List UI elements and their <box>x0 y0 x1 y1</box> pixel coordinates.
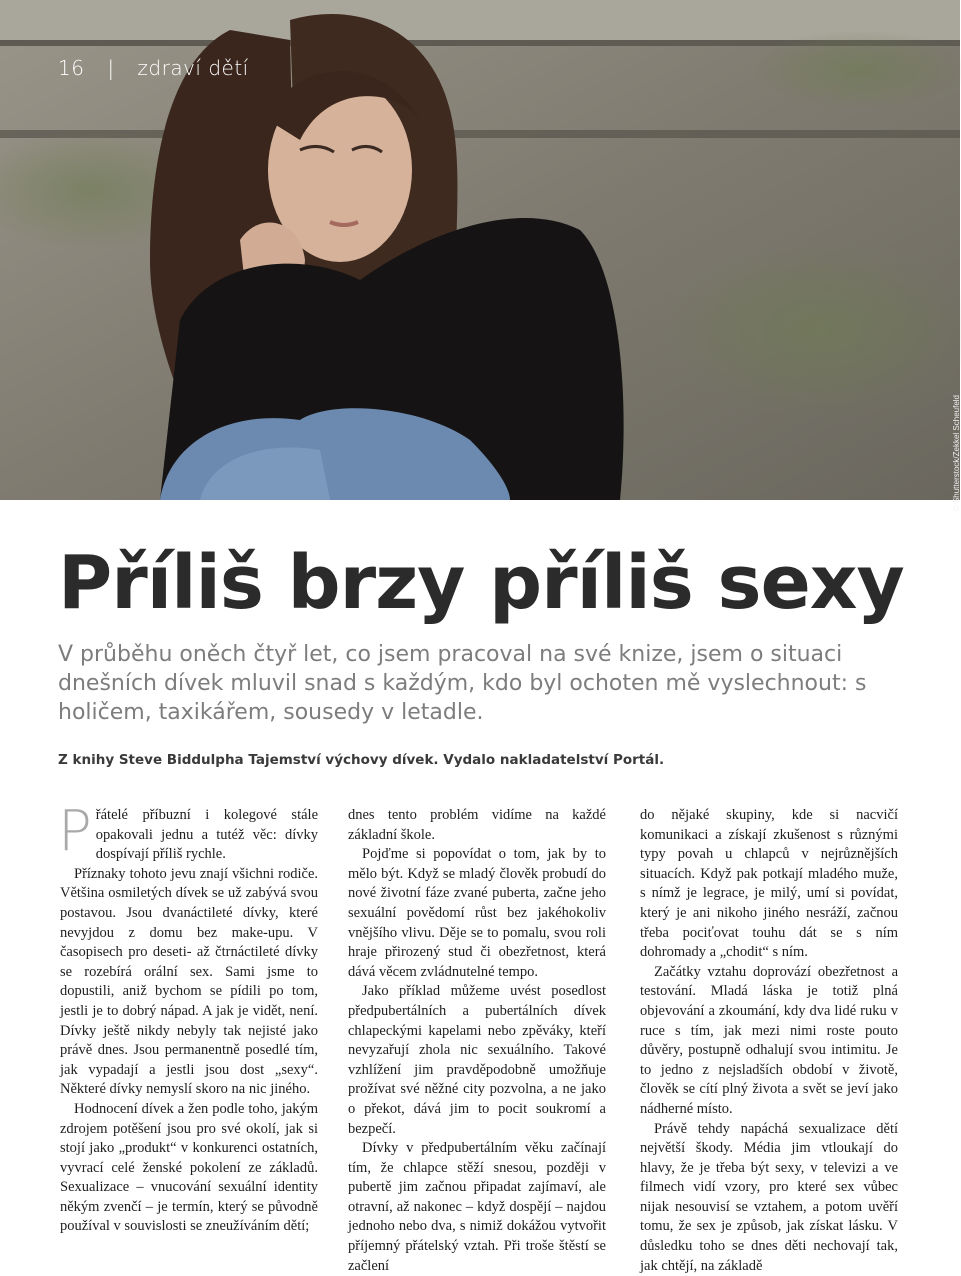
paragraph: Hodnocení dívek a žen podle toho, jakým zdrojem potěšení jsou pro své okolí, jak si stojí jako „produkt“ v konkurenci ostatních, vyvrací celé ženské pokolení ze základů. Sexualizace – vnucování sexuální identity někým zvenčí – je termín, který se původně používal v souvislosti se zneužíváním dětí; <box>60 1100 318 1237</box>
article-source: Z knihy Steve Biddulpha Tajemství výchovy dívek. Vydalo nakladatelství Portál. <box>58 752 664 768</box>
paragraph: do nějaké skupiny, kde si nacvičí komunikaci a získají zkušenost s různými typy povah u chlapců v nejrůznějších situacích. Když pak potkají mladého muže, s nímž je legrace, je milý, umí si povídat, který je ani nikoho jiného nesráží, začnou třeba pociťovat touhu dát se s ním dohromady a „chodit“ s ním. <box>640 806 898 963</box>
drop-cap: P <box>58 808 92 856</box>
hero-photo <box>0 0 960 500</box>
article-title: Příliš brzy příliš sexy <box>58 540 904 626</box>
photo-credit: © Shutterstock/Zekkel Scheufeld <box>952 395 961 511</box>
paragraph: Dívky v předpubertálním věku začínají tím, že chlapce stěží snesou, později v pubertě jim začnou připadat zajímaví, ale otravní, až nakonec – když dospějí – najdou jednoho nebo dva, s nimiž dokážou vytvořit příjemný přátelský vztah. Při troše štěstí se začlení <box>348 1139 606 1276</box>
paragraph: Pojďme si popovídat o tom, jak by to mělo být. Když se mladý člověk probudí do nové životní fáze zvané puberta, začne jeho sexuální povědomí růst bez jakéhokoliv vnějšího vlivu. Děje se to pomalu, svou roli hraje přirozený stud či obezřetnost, která dává věcem zvládnutelné tempo. <box>348 845 606 982</box>
column-3 <box>640 806 898 1276</box>
paragraph: Právě tehdy napáchá sexualizace dětí největší škody. Média jim vtloukají do hlavy, že je třeba být sexy, v televizi a ve filmech vidí vzory, pro které sex vůbec nijak nesouvisí se vztahem, a potom uvěří tomu, že sex je způsob, jak získat lásku. V důsledku toho se dnes děti nechovají tak, jak chtějí, na základě <box>640 1120 898 1276</box>
column-2 <box>348 806 606 1276</box>
paragraph: dnes tento problém vidíme na každé základní škole. <box>348 806 606 845</box>
paragraph: Příznaky tohoto jevu znají všichni rodiče. Většina osmiletých dívek se už zabývá svou postavou. Jsou dvanáctileté dívky, které nevyjdou z domu bez make-upu. V časopisech pro deseti- až čtrnáctileté dívky se rozebírá orální sex. Sami jsme to dopustili, aniž bychom se pídili po tom, jestli je to dobrý nápad. A jak je vidět, není. Dívky ještě nikdy nebyly tak nejisté jako právě dnes. Jsou permanentně posedlé tím, jak vypadají a jestli jsou dost „sexy“. Některé dívky nemyslí skoro na nic jiného. <box>60 865 318 1100</box>
paragraph: Jako příklad můžeme uvést posedlost předpubertálních a pubertálních dívek chlapeckými kapelami nebo zpěváky, kteří nevyzařují zhola nic sexuálního. Takové vzhlížení jim pravděpodobně umožňuje prožívat své něžné city pozvolna, a ne jako o překot, dává jim to pocit soukromí a bezpečí. <box>348 982 606 1139</box>
paragraph <box>60 806 318 865</box>
column-1 <box>60 806 318 1237</box>
section-name: zdraví dětí <box>137 56 248 80</box>
paragraph-text: řátelé příbuzní i kolegové stále opakovali jednu a tutéž věc: dívky dospívají příliš rychle. <box>96 807 318 862</box>
paragraph: Začátky vztahu doprovází obezřetnost a testování. Mladá láska je totiž plná objevování a zkoumání, kdy dva lidé ruku v ruce s tím, jak mezi nimi roste pouto důvěry, postupně odhalují svou intimitu. Je to jedno z nejsladších období v životě, člověk se cítí plný života a svět se jeví jako nádherné místo. <box>640 963 898 1120</box>
page-header <box>58 56 249 80</box>
article-lead: V průběhu oněch čtyř let, co jsem pracoval na své knize, jsem o situaci dnešních dívek mluvil snad s každým, kdo byl ochoten mě vyslechnout: s holičem, taxikářem, sousedy v letadle. <box>58 640 918 727</box>
header-separator: | <box>107 56 114 80</box>
page-number: 16 <box>58 56 84 80</box>
